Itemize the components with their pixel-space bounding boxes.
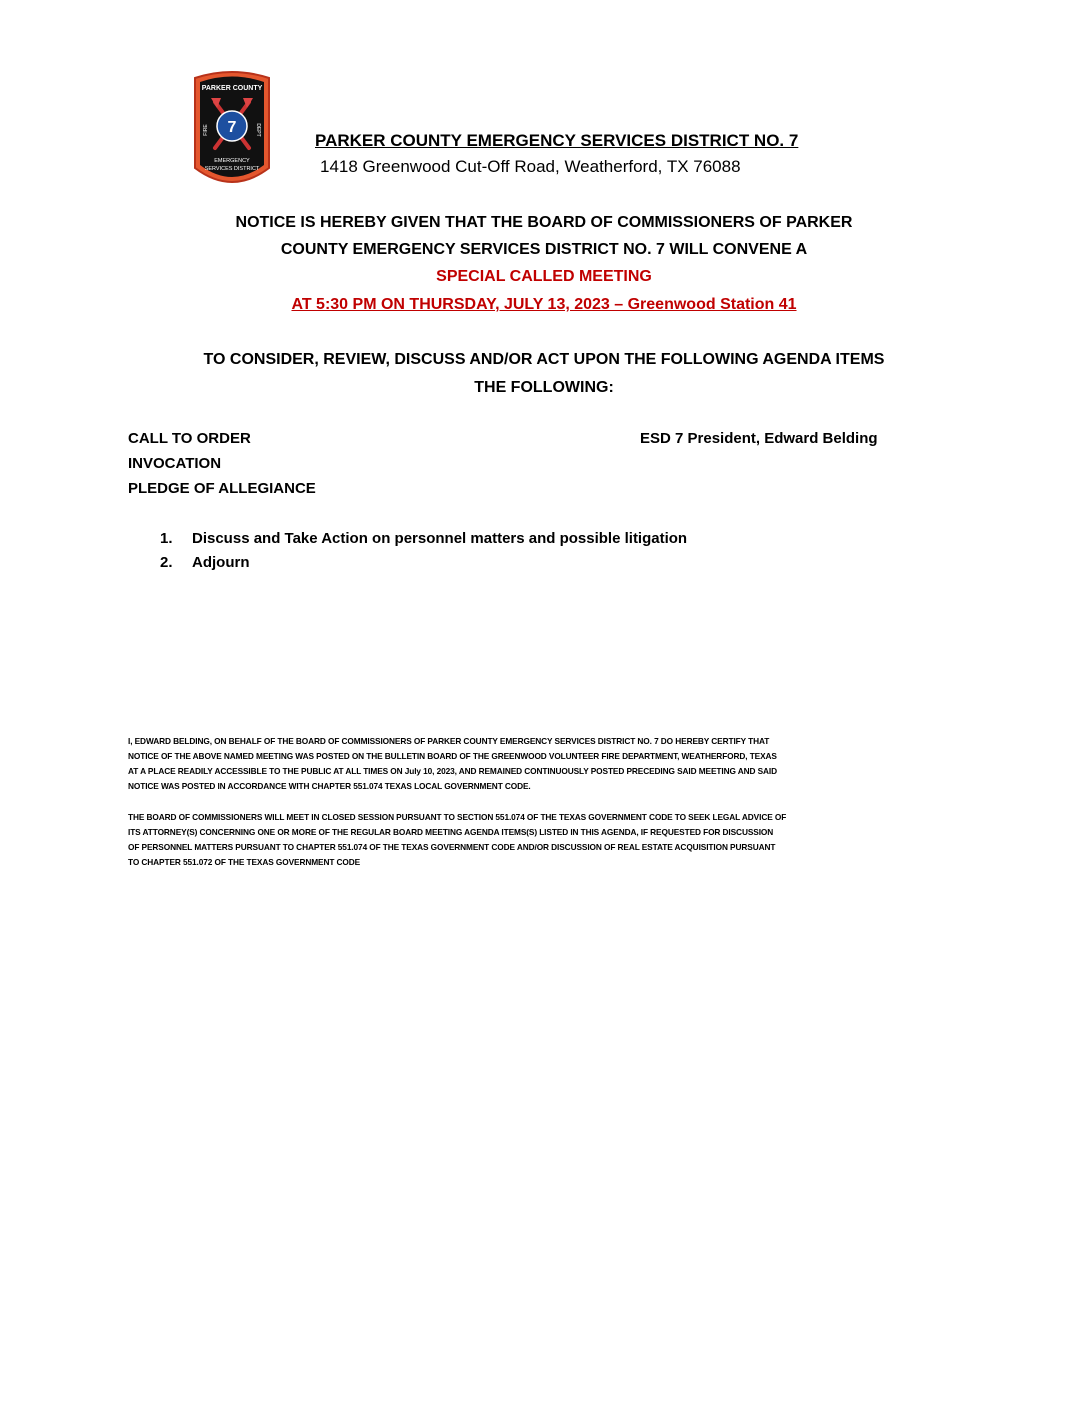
closed-session-line: OF PERSONNEL MATTERS PURSUANT TO CHAPTER 551.074 OF THE TEXAS GOVERNMENT CODE AND/OR DISCUSSION OF REAL ESTATE ACQUISITION PURSUANT (128, 842, 776, 852)
invocation: INVOCATION (128, 455, 222, 472)
agenda-item (160, 554, 250, 571)
certification-line: NOTICE WAS POSTED IN ACCORDANCE WITH CHAPTER 551.074 TEXAS LOCAL GOVERNMENT CODE. (128, 781, 531, 791)
agenda-item-number: 1. (160, 530, 173, 547)
meeting-type: SPECIAL CALLED MEETING (436, 268, 652, 285)
notice-line-1: NOTICE IS HEREBY GIVEN THAT THE BOARD OF COMMISSIONERS OF PARKER (235, 214, 853, 231)
certification-line: I, EDWARD BELDING, ON BEHALF OF THE BOARD OF COMMISSIONERS OF PARKER COUNTY EMERGENCY SERVICES DISTRICT NO. 7 DO HEREBY CERTIFY THAT (128, 736, 770, 746)
esd-logo (191, 68, 273, 192)
organization-title: PARKER COUNTY EMERGENCY SERVICES DISTRICT NO. 7 (315, 131, 799, 150)
notice-line-2: COUNTY EMERGENCY SERVICES DISTRICT NO. 7 WILL CONVENE A (280, 241, 808, 258)
consider-line-2: THE FOLLOWING: (474, 379, 614, 396)
closed-session-line: THE BOARD OF COMMISSIONERS WILL MEET IN CLOSED SESSION PURSUANT TO SECTION 551.074 OF THE TEXAS GOVERNMENT CODE TO SEEK LEGAL ADVICE OF (128, 812, 787, 822)
closed-session-line: TO CHAPTER 551.072 OF THE TEXAS GOVERNMENT CODE (128, 857, 361, 867)
agenda-item-text: Adjourn (192, 554, 250, 571)
consider-line-1: TO CONSIDER, REVIEW, DISCUSS AND/OR ACT UPON THE FOLLOWING AGENDA ITEMS (203, 351, 885, 368)
organization-address: 1418 Greenwood Cut-Off Road, Weatherford, TX 76088 (320, 157, 741, 176)
certification-line: AT A PLACE READILY ACCESSIBLE TO THE PUBLIC AT ALL TIMES ON July 10, 2023, AND REMAINED CONTINUOUSLY POSTED PRECEDING SAID MEETING AND SAID (128, 766, 778, 776)
logo-right-text: DEPT (255, 123, 261, 137)
logo-bottom-text-2: SERVICES DISTRICT (204, 166, 260, 172)
closed-session-paragraph (128, 810, 960, 870)
logo-bottom-text-1: EMERGENCY (214, 158, 250, 164)
agenda-item-number: 2. (160, 554, 173, 571)
closed-session-line: ITS ATTORNEY(S) CONCERNING ONE OR MORE OF THE REGULAR BOARD MEETING AGENDA ITEMS(S) LISTED IN THIS AGENDA, IF REQUESTED FOR DISCUSSION (128, 827, 774, 837)
president-name: ESD 7 President, Edward Belding (640, 430, 878, 447)
certification-paragraph (128, 734, 960, 794)
logo-number: 7 (227, 119, 237, 136)
agenda-item (160, 530, 687, 547)
logo-left-text: FIRE (203, 124, 209, 136)
logo-top-text: PARKER COUNTY (201, 85, 263, 92)
certification-line: NOTICE OF THE ABOVE NAMED MEETING WAS POSTED ON THE BULLETIN BOARD OF THE GREENWOOD VOLUNTEER FIRE DEPARTMENT, WEATHERFORD, TEXAS (128, 751, 777, 761)
meeting-time: AT 5:30 PM ON THURSDAY, JULY 13, 2023 – Greenwood Station 41 (291, 296, 797, 313)
pledge-of-allegiance: PLEDGE OF ALLEGIANCE (128, 480, 316, 497)
agenda-item-text: Discuss and Take Action on personnel matters and possible litigation (192, 530, 688, 547)
call-to-order: CALL TO ORDER (128, 430, 251, 447)
